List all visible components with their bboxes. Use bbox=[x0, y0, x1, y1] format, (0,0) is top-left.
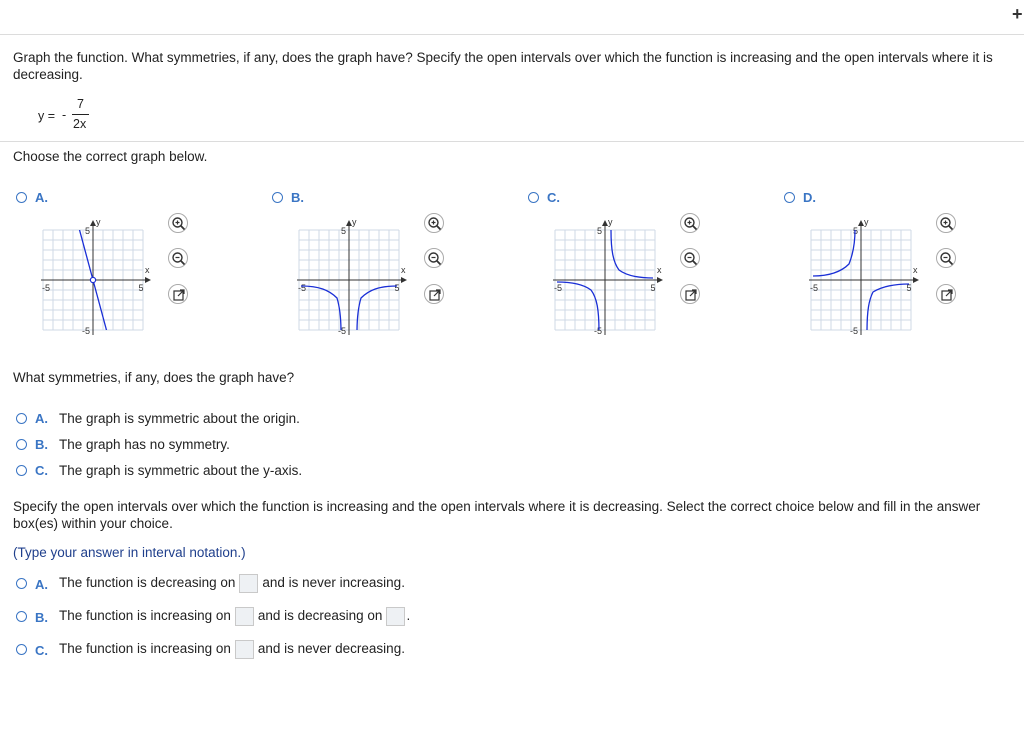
y-max-label: 5 bbox=[84, 226, 90, 236]
answer-box[interactable] bbox=[235, 607, 254, 626]
option-text: The graph is symmetric about the y-axis. bbox=[59, 463, 303, 478]
option-sentence bbox=[59, 605, 410, 627]
x-axis-arrow-icon bbox=[145, 277, 151, 283]
popout-icon[interactable] bbox=[680, 284, 700, 304]
radio-button[interactable] bbox=[16, 465, 27, 476]
option-letter: B. bbox=[35, 610, 48, 625]
fraction-bar bbox=[72, 114, 89, 115]
zoom-out-icon[interactable] bbox=[168, 248, 188, 268]
zoom-out-icon[interactable] bbox=[936, 248, 956, 268]
question-prompt: Graph the function. What symmetries, if any, does the graph have? Specify the open intervals over which the function is increasing and the open intervals where it is decreasing. bbox=[13, 50, 993, 82]
open-point bbox=[90, 277, 95, 282]
equation bbox=[38, 97, 108, 137]
answer-box[interactable] bbox=[235, 640, 254, 659]
x-axis-arrow-icon bbox=[657, 277, 663, 283]
function-curve bbox=[301, 286, 341, 332]
zoom-in-icon[interactable] bbox=[680, 213, 700, 233]
function-curve bbox=[611, 230, 653, 278]
x-axis-label: x bbox=[401, 265, 406, 275]
x-min-label: -5 bbox=[297, 283, 307, 293]
x-min-label: -5 bbox=[41, 283, 51, 293]
option-sentence bbox=[59, 572, 405, 594]
option-pre-text: The function is increasing on bbox=[59, 608, 231, 623]
equation-denominator: 2x bbox=[73, 117, 87, 131]
equation-numerator: 7 bbox=[77, 97, 84, 111]
interval-question: Specify the open intervals over which the function is increasing and the open intervals where it is decreasing. Select the correct choice below and fill in the answer box(es) within your choice. bbox=[13, 499, 981, 531]
graph-instruction: Choose the correct graph below. bbox=[13, 149, 208, 164]
zoom-out-icon[interactable] bbox=[424, 248, 444, 268]
option-sentence bbox=[59, 638, 405, 660]
x-max-label: 5 bbox=[138, 283, 144, 293]
top-divider bbox=[0, 34, 1024, 35]
section-divider bbox=[0, 141, 1024, 142]
x-axis-label: x bbox=[657, 265, 662, 275]
radio-button[interactable] bbox=[16, 192, 27, 203]
option-text: The graph is symmetric about the origin. bbox=[59, 411, 300, 426]
graph-plot[interactable] bbox=[804, 212, 954, 342]
option-letter: B. bbox=[291, 190, 304, 205]
radio-button[interactable] bbox=[16, 611, 27, 622]
radio-button[interactable] bbox=[16, 644, 27, 655]
x-max-label: 5 bbox=[650, 283, 656, 293]
symmetry-question: What symmetries, if any, does the graph have? bbox=[13, 370, 295, 385]
zoom-in-icon[interactable] bbox=[424, 213, 444, 233]
y-axis-label: y bbox=[352, 217, 357, 227]
option-letter: C. bbox=[547, 190, 560, 205]
radio-button[interactable] bbox=[528, 192, 539, 203]
equation-lhs: y = bbox=[38, 109, 56, 123]
function-curve bbox=[867, 283, 912, 332]
y-min-label: -5 bbox=[337, 326, 346, 336]
function-curve bbox=[357, 286, 397, 332]
x-min-label: -5 bbox=[809, 283, 819, 293]
popout-icon[interactable] bbox=[424, 284, 444, 304]
option-letter: C. bbox=[35, 643, 48, 658]
popout-icon[interactable] bbox=[168, 284, 188, 304]
popout-icon[interactable] bbox=[936, 284, 956, 304]
y-min-label: -5 bbox=[593, 326, 602, 336]
option-letter: C. bbox=[35, 463, 48, 478]
function-curve bbox=[813, 230, 855, 276]
option-letter: A. bbox=[35, 190, 48, 205]
option-letter: D. bbox=[803, 190, 816, 205]
option-letter: B. bbox=[35, 437, 48, 452]
zoom-in-icon[interactable] bbox=[168, 213, 188, 233]
option-post-text: . bbox=[406, 608, 411, 623]
radio-button[interactable] bbox=[784, 192, 795, 203]
graph-plot[interactable] bbox=[548, 212, 698, 342]
interval-hint: (Type your answer in interval notation.) bbox=[13, 545, 246, 560]
x-axis-label: x bbox=[913, 265, 918, 275]
x-min-label: -5 bbox=[553, 283, 563, 293]
x-max-label: 5 bbox=[394, 283, 400, 293]
option-pre-text: The function is increasing on bbox=[59, 641, 231, 656]
option-letter: A. bbox=[35, 411, 48, 426]
x-max-label: 5 bbox=[906, 283, 912, 293]
option-mid-text: and is decreasing on bbox=[257, 608, 383, 623]
x-axis-arrow-icon bbox=[401, 277, 407, 283]
x-axis-label: x bbox=[145, 265, 150, 275]
radio-button[interactable] bbox=[16, 439, 27, 450]
x-axis-arrow-icon bbox=[913, 277, 919, 283]
option-letter: A. bbox=[35, 577, 48, 592]
y-max-label: 5 bbox=[340, 226, 346, 236]
radio-button[interactable] bbox=[16, 578, 27, 589]
option-mid-text: and is never decreasing. bbox=[257, 641, 405, 656]
option-text: The graph has no symmetry. bbox=[59, 437, 230, 452]
y-axis-label: y bbox=[864, 217, 869, 227]
zoom-out-icon[interactable] bbox=[680, 248, 700, 268]
zoom-in-icon[interactable] bbox=[936, 213, 956, 233]
equation-sign: - bbox=[62, 108, 67, 122]
radio-button[interactable] bbox=[16, 413, 27, 424]
option-mid-text: and is never increasing. bbox=[262, 575, 405, 590]
graph-plot[interactable] bbox=[292, 212, 442, 342]
graph-plot[interactable] bbox=[36, 212, 186, 342]
y-min-label: -5 bbox=[81, 326, 90, 336]
radio-button[interactable] bbox=[272, 192, 283, 203]
answer-box[interactable] bbox=[386, 607, 405, 626]
y-min-label: -5 bbox=[849, 326, 858, 336]
y-max-label: 5 bbox=[852, 226, 858, 236]
answer-box[interactable] bbox=[239, 574, 258, 593]
option-pre-text: The function is decreasing on bbox=[59, 575, 236, 590]
y-axis-label: y bbox=[96, 217, 101, 227]
add-icon[interactable]: + bbox=[1012, 4, 1023, 24]
y-max-label: 5 bbox=[596, 226, 602, 236]
y-axis-label: y bbox=[608, 217, 613, 227]
